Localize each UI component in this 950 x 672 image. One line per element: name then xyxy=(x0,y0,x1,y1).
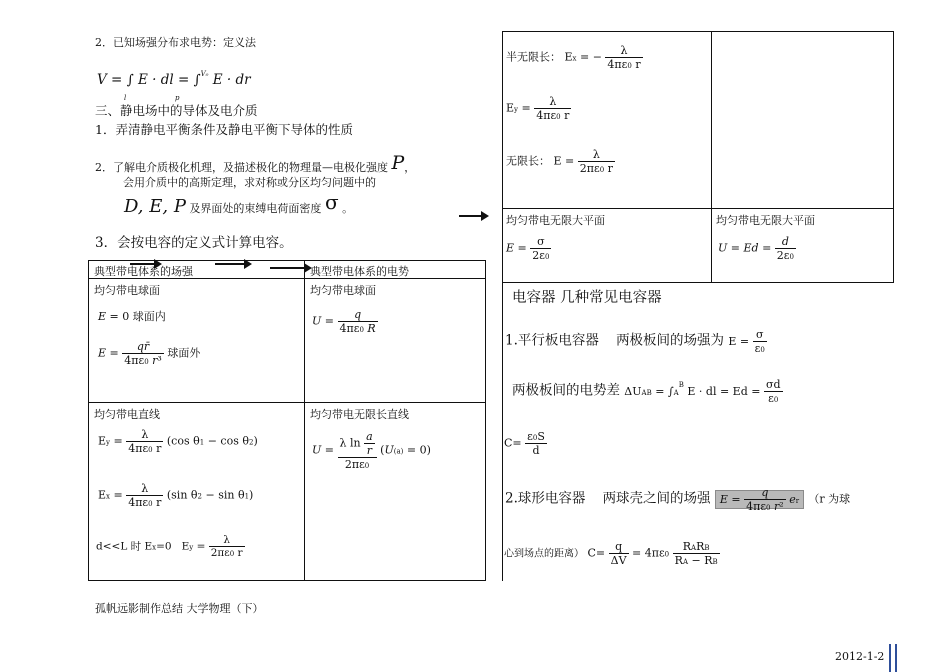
sphere-potential-formula: U = $\frac{q}{4\pi\varepsilon 0 R}$ xyxy=(312,308,376,335)
limit-note: d<<L 时 xyxy=(96,540,142,553)
page-edge-bar-2 xyxy=(895,644,897,672)
sigma-symbol: σ xyxy=(324,190,339,214)
right-margin-line xyxy=(502,281,503,581)
sphere-field-text: 两球壳之间的场强 xyxy=(602,490,711,507)
potential-integral-formula xyxy=(97,70,251,88)
plane-field-formula: E = $\frac{\sigma}{2\varepsilon 0}$ xyxy=(506,235,550,262)
item-2-period: 。 xyxy=(342,202,354,215)
infinite-line-potential-title: 均匀带电无限长直线 xyxy=(310,408,409,421)
plate-capacitance: C= $\frac{\varepsilon 0S}{d}$ xyxy=(504,430,545,457)
sphere-capacitor-line xyxy=(505,486,850,513)
outside-label: 球面外 xyxy=(167,346,201,360)
table-head-right: 典型带电体系的电势 xyxy=(310,265,409,278)
item-2-comma: ， xyxy=(404,161,416,174)
date-label: 2012-1-2 xyxy=(835,650,885,663)
rt-col-divider xyxy=(711,31,712,282)
sphere-note: （r 为球 xyxy=(808,492,851,506)
infinite-label: 无限长： xyxy=(506,154,550,168)
formula-v-upper: V₀ xyxy=(200,70,209,78)
capacitor-heading: 电容器 几种常见电容器 xyxy=(512,290,662,306)
item-2-line-3 xyxy=(124,190,353,217)
semi-infinite-ey: Ey = $\frac{\lambda}{4\pi\varepsilon 0 r}$ xyxy=(506,95,570,122)
sphere-note-2: 心到场点的距离） xyxy=(504,548,584,560)
plate-capacitor-title: 1.平行板电容器 xyxy=(505,332,599,349)
plate-potential-text: 两极板间的电势差 xyxy=(512,382,620,399)
table-row-divider xyxy=(88,402,485,403)
line-field-ey: Ey = $\frac{\lambda}{4\pi\varepsilon 0 r}$ (cos θ1 − cos θ2) xyxy=(98,428,258,455)
table-head-left: 典型带电体系的场强 xyxy=(94,265,193,278)
formula-v-head: V = ∫ E · dl = ∫ xyxy=(97,72,201,88)
plate-potential-line: 两极板间的电势差 $\Delta UAB = \int A^B$ E · dl = Ed = $\frac{\sigma d}{\varepsilon 0}$ xyxy=(512,378,781,405)
item-3: 3．会按电容的定义式计算电容。 xyxy=(95,235,293,251)
formula-v-lower-l: l xyxy=(124,94,127,102)
line-field-limit: d<<L 时 Ex=0 Ey = $\frac{\lambda}{2\pi\varepsilon 0 r}$ xyxy=(96,534,243,559)
footer-credit: 孤帆远影制作总结 大学物理（下） xyxy=(95,602,264,615)
item-1: 1．弄清静电平衡条件及静电平衡下导体的性质 xyxy=(95,122,353,137)
plane-potential-formula: U = Ed = $\frac{d}{2\varepsilon 0}$ xyxy=(718,235,794,262)
plate-capacitor-line: 1.平行板电容器 两极板间的场强为 E = $\frac{\sigma}{\varepsilon 0}$ xyxy=(505,328,765,355)
dep-symbols: D, E, P xyxy=(124,196,186,217)
section-3-heading: 三、静电场中的导体及电介质 xyxy=(95,103,258,118)
table-col-divider xyxy=(304,260,305,580)
inside-label: 球面内 xyxy=(132,310,166,323)
semi-infinite-label: 半无限长： xyxy=(506,50,561,64)
sphere-field-inside: E = 0 球面内 xyxy=(98,310,166,323)
plane-field-title: 均匀带电无限大平面 xyxy=(506,214,605,227)
sphere-field-outside: E = $\frac{qr̄}{\text{4πε0 r³}}$ 球面外 xyxy=(98,340,201,367)
potential-definition-line: 2．已知场强分布求电势：定义法 xyxy=(95,36,256,49)
item-2-text: 2．了解电介质极化机理，及描述极化的物理量—电极化强度 xyxy=(95,161,388,174)
sphere-capacitor-title: 2.球形电容器 xyxy=(505,490,586,507)
polarization-symbol: P xyxy=(391,152,405,174)
line-field-title: 均匀带电直线 xyxy=(94,408,160,421)
page-edge-bar-1 xyxy=(889,644,891,672)
line-field-ex: Ex = $\frac{\lambda}{4\pi\varepsilon 0 r}$ (sin θ2 − sin θ1) xyxy=(98,482,254,509)
plane-potential-title: 均匀带电无限大平面 xyxy=(716,214,815,227)
formula-v-tail: E · dr xyxy=(212,72,251,88)
item-2-line-2: 会用介质中的高斯定理，求对称或分区均匀问题中的 xyxy=(123,176,376,189)
arrow-4 xyxy=(459,215,487,217)
infinite-line-field: 无限长： E = $\frac{\lambda}{2\pi\varepsilon 0 r}$ xyxy=(506,148,613,175)
bound-charge-text: 及界面处的束缚电荷面密度 xyxy=(189,202,322,215)
infinite-line-potential-formula: U = λ ln $\frac{a}{r}$ 2πε0 (U(a) = 0) xyxy=(312,430,431,471)
plate-field-text: 两极板间的场强为 xyxy=(616,332,725,349)
semi-infinite-formula: 半无限长： Ex = − $\frac{\lambda}{4\pi\varepsilon 0 r}$ xyxy=(506,44,641,71)
formula-v-lower-p: p xyxy=(175,94,180,102)
sphere-field-title: 均匀带电球面 xyxy=(94,284,160,297)
rt-row-divider xyxy=(502,208,893,209)
sphere-capacitance-line: 心到场点的距离） C= $\frac{q}{\Delta V}$ = 4πε0 $\frac{\text{RARB}}{RA - RB}$ xyxy=(504,540,718,567)
sphere-field-formula: E = $\frac{q}{\text{4πε0 r²}}$ er xyxy=(715,490,804,509)
item-2-line-1 xyxy=(95,152,415,175)
sphere-potential-title: 均匀带电球面 xyxy=(310,284,376,297)
